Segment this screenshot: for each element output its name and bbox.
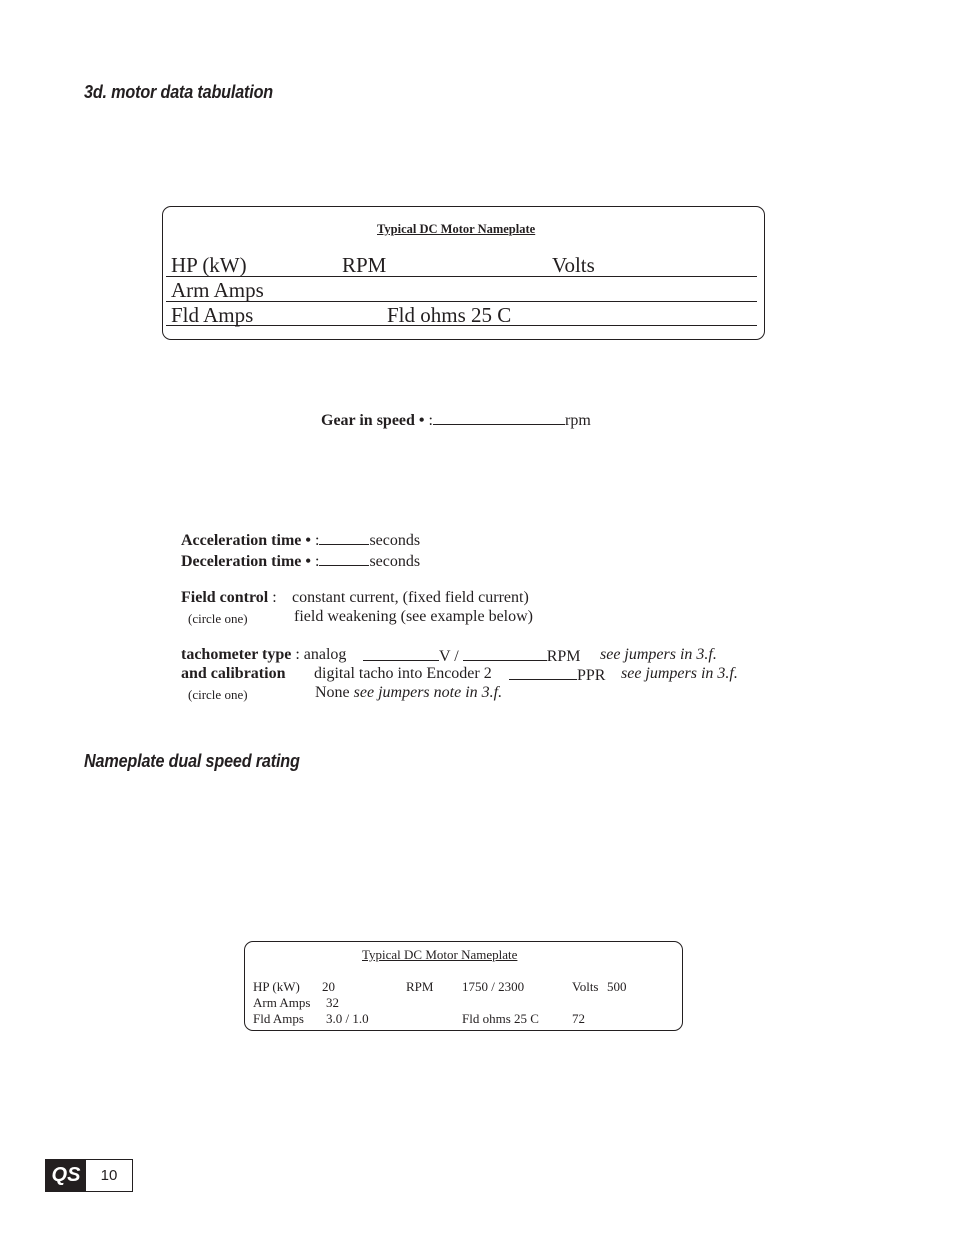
nameplate-row-line bbox=[166, 301, 757, 302]
gear-unit: rpm bbox=[564, 412, 591, 429]
hp-label: HP (kW) bbox=[171, 253, 247, 277]
decel-colon: : bbox=[310, 553, 320, 570]
gear-speed-blank[interactable] bbox=[433, 410, 565, 425]
fld-amps-label: Fld Amps bbox=[171, 303, 254, 327]
tacho-none-row bbox=[315, 684, 502, 702]
example-hp-label: HP (kW) bbox=[253, 979, 300, 994]
tacho-ppr-blank[interactable] bbox=[509, 665, 577, 680]
example-volts-label: Volts bbox=[572, 979, 599, 994]
tacho-ppr-unit: PPR bbox=[577, 667, 606, 684]
tacho-volts-blank[interactable] bbox=[363, 646, 439, 661]
field-option-constant[interactable]: constant current, (fixed field current) bbox=[292, 589, 529, 606]
volts-label: Volts bbox=[552, 253, 595, 277]
example-fld-ohms-label: Fld ohms 25 C bbox=[462, 1011, 539, 1026]
accel-colon: : bbox=[310, 532, 320, 549]
section-heading-dual-speed: Nameplate dual speed rating bbox=[84, 751, 300, 771]
tacho-v-unit: V / bbox=[439, 648, 459, 665]
tacho-digital-option[interactable]: digital tacho into Encoder 2 bbox=[314, 665, 492, 682]
accel-unit: seconds bbox=[369, 532, 421, 549]
accel-blank[interactable] bbox=[319, 530, 369, 545]
example-fld-ohms-value: 72 bbox=[572, 1011, 585, 1026]
nameplate-row-line bbox=[166, 325, 757, 326]
example-rpm-value: 1750 / 2300 bbox=[462, 979, 525, 994]
circle-one-note: (circle one) bbox=[188, 687, 248, 702]
decel-unit: seconds bbox=[369, 553, 421, 570]
example-arm-amps-value: 32 bbox=[326, 995, 339, 1010]
field-control-row bbox=[181, 589, 277, 607]
tacho-note-3: see jumpers note in 3.f. bbox=[353, 684, 503, 701]
qs-badge: QS bbox=[46, 1160, 86, 1191]
tacho-none-option[interactable]: None bbox=[315, 684, 350, 701]
tacho-label: tachometer type bbox=[181, 646, 292, 663]
tacho-rpm-blank[interactable] bbox=[463, 646, 547, 661]
example-hp-value: 20 bbox=[322, 979, 335, 994]
example-rpm-label: RPM bbox=[406, 979, 434, 994]
page-number: 10 bbox=[100, 1167, 118, 1184]
accel-label: Acceleration time • bbox=[181, 532, 311, 549]
accel-row bbox=[181, 530, 420, 550]
rpm-label: RPM bbox=[342, 253, 387, 277]
tacho-note-1: see jumpers in 3.f. bbox=[600, 646, 717, 663]
calibration-label: and calibration bbox=[181, 665, 286, 682]
gear-speed-label: Gear in speed • bbox=[321, 412, 425, 429]
decel-row bbox=[181, 551, 420, 571]
tacho-analog[interactable]: : analog bbox=[291, 646, 347, 663]
arm-amps-label: Arm Amps bbox=[171, 278, 264, 302]
example-fld-amps-value: 3.0 / 1.0 bbox=[326, 1011, 369, 1026]
field-option-weakening[interactable]: field weakening (see example below) bbox=[294, 608, 534, 625]
circle-one-note: (circle one) bbox=[188, 611, 248, 626]
decel-blank[interactable] bbox=[319, 551, 369, 566]
example-arm-amps-label: Arm Amps bbox=[253, 995, 311, 1010]
tacho-row bbox=[181, 646, 346, 664]
gear-colon: : bbox=[424, 412, 433, 429]
field-control-label: Field control bbox=[181, 589, 269, 606]
tacho-analog-fields bbox=[363, 646, 581, 666]
footer-page-box bbox=[45, 1159, 133, 1192]
tacho-rpm-unit: RPM bbox=[546, 648, 581, 665]
nameplate-title: Typical DC Motor Nameplate bbox=[377, 222, 536, 236]
tacho-note-2: see jumpers in 3.f. bbox=[621, 665, 738, 682]
decel-label: Deceleration time • bbox=[181, 553, 311, 570]
tacho-digital-fields bbox=[509, 665, 605, 685]
gear-speed-row bbox=[321, 410, 591, 430]
nameplate-row-line bbox=[166, 276, 757, 277]
example-nameplate-title: Typical DC Motor Nameplate bbox=[362, 947, 518, 962]
section-heading-motor-data: 3d. motor data tabulation bbox=[84, 82, 274, 102]
example-fld-amps-label: Fld Amps bbox=[253, 1011, 304, 1026]
fld-ohms-label: Fld ohms 25 C bbox=[387, 303, 512, 327]
field-control-colon: : bbox=[268, 589, 277, 606]
example-volts-value: 500 bbox=[607, 979, 627, 994]
